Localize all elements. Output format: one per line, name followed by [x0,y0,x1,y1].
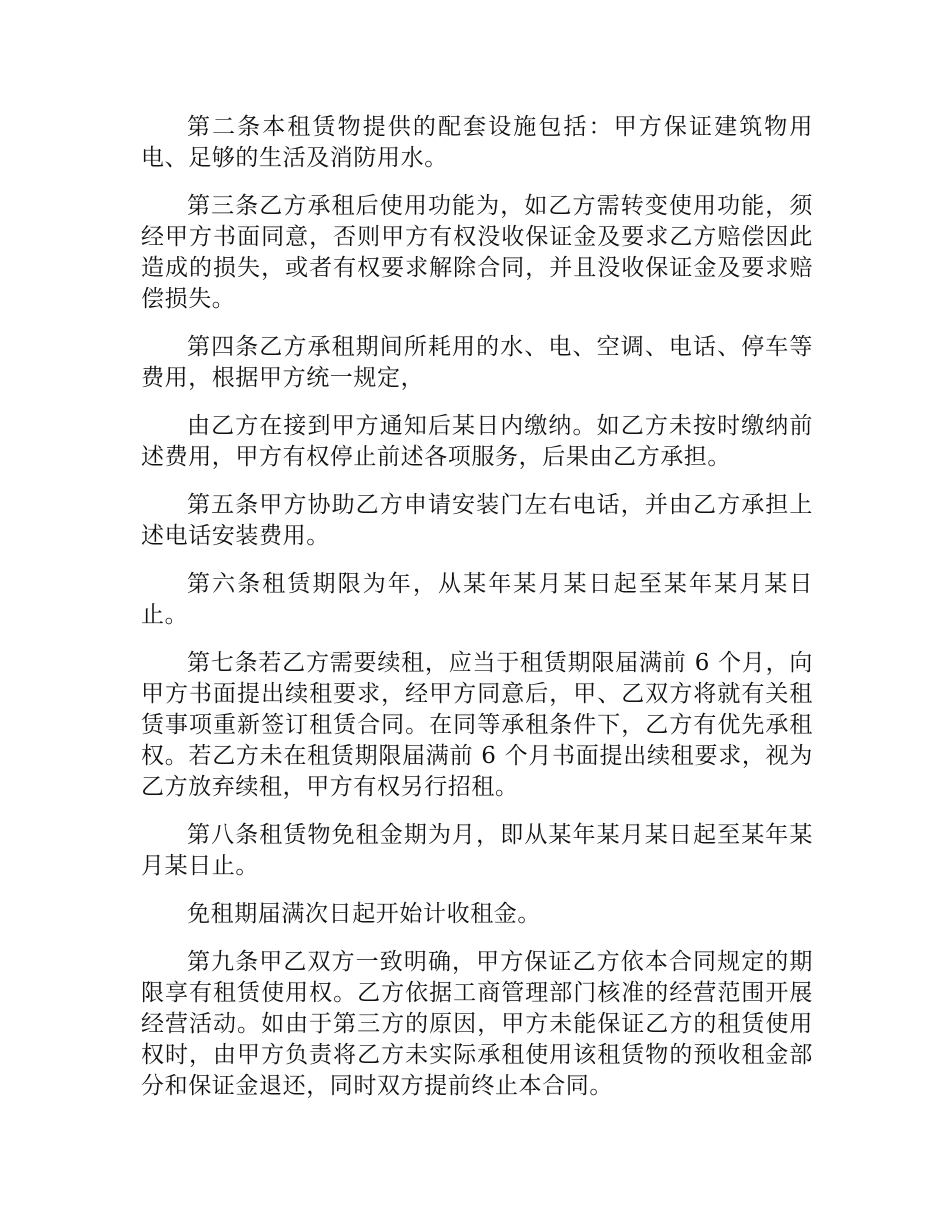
document-body [141,112,813,1119]
clause-2-paragraph: 第二条本租赁物提供的配套设施包括：甲方保证建筑物用电、足够的生活及消防用水。 [141,114,813,171]
clause-4-paragraph: 第四条乙方承租期间所耗用的水、电、空调、电话、停车等费用，根据甲方统一规定， [141,334,813,391]
clause-4-continuation-paragraph: 由乙方在接到甲方通知后某日内缴纳。如乙方未按时缴纳前述费用，甲方有权停止前述各项服务，后果由乙方承担。 [141,413,813,470]
clause-3-paragraph: 第三条乙方承租后使用功能为，如乙方需转变使用功能，须经甲方书面同意，否则甲方有权没收保证金及要求乙方赔偿因此造成的损失，或者有权要求解除合同，并且没收保证金及要求赔偿损失。 [141,193,813,312]
clause-6-paragraph: 第六条租赁期限为年，从某年某月某日起至某年某月某日止。 [141,571,813,628]
clause-8-paragraph: 第八条租赁物免租金期为月，即从某年某月某日起至某年某月某日止。 [141,822,813,879]
clause-5-paragraph: 第五条甲方协助乙方申请安装门左右电话，并由乙方承担上述电话安装费用。 [141,492,813,549]
clause-7-paragraph: 第七条若乙方需要续租，应当于租赁期限届满前 6 个月，向甲方书面提出续租要求，经甲方同意后，甲、乙双方将就有关租赁事项重新签订租赁合同。在同等承租条件下，乙方有优先承租权。若乙方未在租赁期限届满前 6 个月书面提出续租要求，视为乙方放弃续租，甲方有权另行招租。 [141,650,813,800]
rent-free-period-paragraph: 免租期届满次日起开始计收租金。 [187,901,541,927]
clause-9-paragraph: 第九条甲乙双方一致明确，甲方保证乙方依本合同规定的期限享有租赁使用权。乙方依据工商管理部门核准的经营范围开展经营活动。如由于第三方的原因，甲方未能保证乙方的租赁使用权时，由甲方负责将乙方未实际承租使用该租赁物的预收租金部分和保证金退还，同时双方提前终止本合同。 [141,949,813,1099]
